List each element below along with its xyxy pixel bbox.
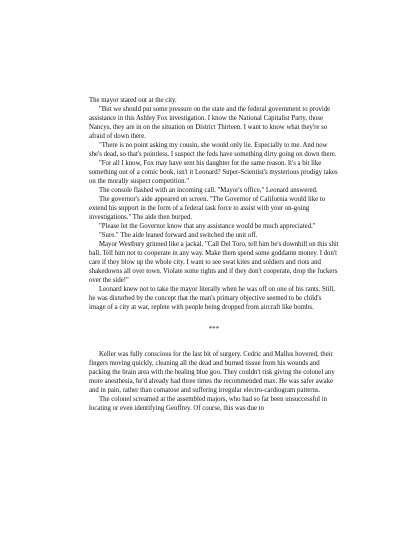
paragraph: The mayor stared out at the city. [89,97,177,104]
paragraph: The governor's aide appeared on screen. "The Governor of California would like to extend his support in the form of a federal task force to assist with your on-going investigations." The aide then burped. [89,196,326,221]
paragraph: "For all I know, Fox may have sent his daughter for the same reason. It's a bit like something out of a comic book, isn't it Leonard? Super-Scientist's mysterious prodigy takes on the morally suspect competition." [89,160,338,185]
paragraph: The console flashed with an incoming call. "Mayor's office," Leonard answered. [99,187,318,194]
scene-break: *** [208,326,220,333]
paragraph: Mayor Westbury grinned like a jackal. "Call Del Toro, tell him he's downhill on this shit ball. Tell him not to cooperate in any way. Make them spend some goddamn money. I don't care if they blow up the whole city. I want to see swat kites and soldiers and riots and shakedowns all over town. Violate some rights and if they don't cooperate, drop the fuckers over the side!" [89,241,339,284]
paragraph: Keller was fully conscious for the last bit of surgery. Cedric and Mallus hovered, their fingers moving quickly, cleaning all the dead and burned tissue from his wounds and packing the brain area with the healing blue goo. They couldn't risk giving the colonel any more anesthesia, he'd already had three times the recommended max. He was safer awake and in pain, rather than comatose and suffering irregular electro-cardiogram patterns. [89,351,335,394]
paragraph: "But we should put some pressure on the state and the federal government to provide assistance in this Ashley Fox investigation. I know the National Capitalist Party, those Nancys, they are in on the situation on District Thirteen. I want to know what they're so afraid of down there. [89,106,331,140]
body-text [89,96,339,413]
paragraph: "Sure." The aide leaned forward and switched the unit off. [99,232,258,239]
paragraph: "Please let the Governor know that any assistance would be much appreciated." [99,223,316,230]
paragraph: The colonel screamed at the assembled majors, who had so far been unsuccessful in locating or even identifying Geoffrey. Of course, this was due to [89,396,327,412]
paragraph: "There is no point asking my cousin, she would only lie. Especially to me. And now she's dead, so that's pointless. I suspect the feds have something dirty going on down there. [89,142,337,158]
paragraph: Leonard knew not to take the mayor literally when he was off on one of his rants. Still, he was disturbed by the concept that the man's primary objective seemed to be child's image of a city at war, replete with people being dropped from aircraft like bombs. [89,286,336,311]
